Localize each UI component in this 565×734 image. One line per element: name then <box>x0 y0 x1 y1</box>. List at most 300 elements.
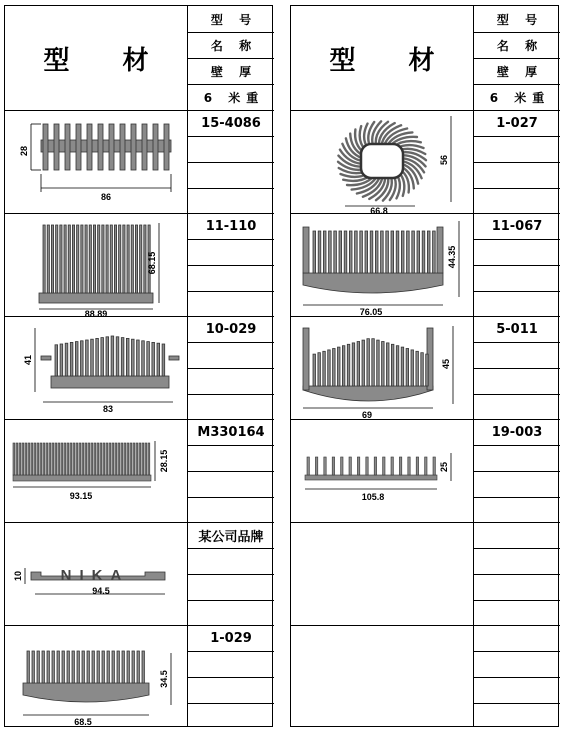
row-divider <box>187 239 274 240</box>
fin <box>357 457 359 475</box>
profile-1-027 <box>291 110 473 216</box>
fin <box>313 354 316 386</box>
fin <box>370 231 373 273</box>
section-divider <box>291 316 560 317</box>
fin <box>61 443 63 475</box>
profile-19-003 <box>291 419 473 522</box>
dim-94-5: 94.5 <box>92 586 110 596</box>
dim-34-5: 34.5 <box>159 670 169 688</box>
fin <box>43 124 48 170</box>
fin <box>391 231 394 273</box>
fin <box>115 443 117 475</box>
fin <box>124 443 126 475</box>
fin <box>43 443 45 475</box>
row-divider <box>187 136 274 137</box>
fin <box>427 231 430 273</box>
dim-28: 28 <box>19 145 29 157</box>
fin <box>127 443 129 475</box>
fin <box>52 443 54 475</box>
model-1-027: 1-027 <box>496 115 538 131</box>
fin <box>118 443 120 475</box>
fin <box>355 231 358 273</box>
fin <box>411 350 414 386</box>
row-divider <box>187 265 274 266</box>
header-row-divider <box>187 84 274 85</box>
fin <box>333 349 336 387</box>
row-divider <box>187 497 274 498</box>
fin <box>112 443 114 475</box>
row-divider <box>473 651 560 652</box>
fin <box>47 225 49 293</box>
fin <box>416 351 419 386</box>
row-divider <box>473 162 560 163</box>
fin <box>365 231 368 273</box>
fin <box>315 457 317 475</box>
fin <box>383 457 385 475</box>
fin <box>64 225 66 293</box>
dim-28-15: 28.15 <box>159 449 169 473</box>
fin <box>68 225 70 293</box>
fin <box>145 443 147 475</box>
fin <box>42 651 44 683</box>
row-divider <box>473 188 560 189</box>
fin <box>107 651 109 683</box>
fin <box>97 651 99 683</box>
fin <box>367 339 370 386</box>
model-10-029: 10-029 <box>205 321 257 337</box>
fin <box>323 231 326 273</box>
row-divider <box>187 677 274 678</box>
fin <box>25 443 27 475</box>
fin <box>100 443 102 475</box>
label-6m-weight-right: 6 米重 <box>489 90 551 105</box>
fin <box>396 346 399 386</box>
dim-45: 45 <box>441 358 451 370</box>
fin <box>372 339 375 386</box>
fin <box>82 651 84 683</box>
fin <box>121 338 124 376</box>
fin <box>40 443 42 475</box>
row-divider <box>473 291 560 292</box>
fin <box>65 343 68 376</box>
fin <box>349 457 351 475</box>
fin <box>98 124 103 170</box>
fin <box>387 343 390 386</box>
fin <box>417 231 420 273</box>
row-divider <box>187 574 274 575</box>
fin <box>341 457 343 475</box>
fin <box>37 443 39 475</box>
fin <box>22 443 24 475</box>
section-divider <box>291 213 560 214</box>
fin <box>334 231 337 273</box>
model-M330164: M330164 <box>197 424 265 440</box>
fin <box>130 443 132 475</box>
fin <box>82 443 84 475</box>
row-divider <box>473 265 560 266</box>
right-catalog-panel <box>290 5 559 727</box>
fin <box>13 443 15 475</box>
fin <box>92 651 94 683</box>
fin <box>109 443 111 475</box>
fin <box>81 341 84 376</box>
fin <box>357 342 360 387</box>
fin <box>382 342 385 387</box>
fin <box>77 225 79 293</box>
fin <box>85 443 87 475</box>
fin <box>148 443 150 475</box>
fin <box>133 443 135 475</box>
fin <box>43 225 45 293</box>
fin <box>73 443 75 475</box>
profile-5-011 <box>291 316 473 419</box>
fin <box>142 651 144 683</box>
fin <box>32 651 34 683</box>
row-divider <box>473 548 560 549</box>
section-divider <box>5 213 274 214</box>
model-19-003: 19-003 <box>491 424 543 440</box>
fin <box>88 443 90 475</box>
fin <box>318 353 321 386</box>
fin <box>318 231 321 273</box>
row-divider <box>187 703 274 704</box>
fin <box>342 346 345 386</box>
fin <box>140 225 142 293</box>
fin <box>347 344 350 386</box>
fin <box>91 339 94 376</box>
header-title-right: 型 材 <box>329 45 457 76</box>
fin <box>399 457 401 475</box>
profile-brand <box>5 522 187 625</box>
row-divider <box>187 394 274 395</box>
fin <box>153 124 158 170</box>
fin <box>344 231 347 273</box>
fin <box>144 225 146 293</box>
row-divider <box>187 471 274 472</box>
section-divider <box>5 419 274 420</box>
row-divider <box>187 188 274 189</box>
fin <box>433 457 435 475</box>
profile-11-110 <box>5 213 187 319</box>
fin <box>34 443 36 475</box>
fin <box>97 443 99 475</box>
fin <box>137 340 140 376</box>
fin <box>102 225 104 293</box>
fin <box>127 225 129 293</box>
fin <box>76 124 81 170</box>
dim-44-35: 44.35 <box>447 245 457 269</box>
fin <box>324 457 326 475</box>
dim-93-15: 93.15 <box>69 491 93 501</box>
fin <box>132 339 135 376</box>
fin <box>96 338 99 376</box>
row-divider <box>473 342 560 343</box>
fin <box>132 651 134 683</box>
label-wall-thickness: 壁 厚 <box>210 64 258 79</box>
fin <box>87 124 92 170</box>
fin <box>362 340 365 386</box>
fin <box>91 443 93 475</box>
fin <box>338 347 341 386</box>
fin <box>70 342 73 376</box>
fin <box>339 231 342 273</box>
fin <box>391 344 394 386</box>
fin <box>60 225 62 293</box>
row-divider <box>473 136 560 137</box>
fin <box>112 651 114 683</box>
fin <box>72 651 74 683</box>
fin <box>65 124 70 170</box>
fin <box>55 443 57 475</box>
section-divider <box>5 110 274 111</box>
row-divider <box>187 162 274 163</box>
dim-10: 10 <box>13 570 23 582</box>
row-divider <box>473 703 560 704</box>
fin <box>377 340 380 386</box>
column-divider <box>473 6 474 726</box>
fin <box>401 347 404 386</box>
fin <box>374 457 376 475</box>
fin <box>416 457 418 475</box>
dim-25: 25 <box>439 461 449 473</box>
header-row-divider <box>473 84 560 85</box>
dim-105-8: 105.8 <box>361 492 385 502</box>
fin <box>329 231 332 273</box>
fin <box>55 345 58 376</box>
section-divider <box>5 625 274 626</box>
model-brand: 某公司品牌 <box>198 529 264 545</box>
fin <box>67 651 69 683</box>
fin <box>70 443 72 475</box>
fin <box>60 344 63 376</box>
fin <box>381 231 384 273</box>
dim-41: 41 <box>23 354 33 366</box>
fin <box>122 651 124 683</box>
fin <box>421 353 424 386</box>
fin <box>58 443 60 475</box>
fin <box>93 225 95 293</box>
fin <box>352 343 355 386</box>
section-divider <box>5 316 274 317</box>
fin <box>136 443 138 475</box>
profile-1-029 <box>5 625 187 728</box>
fin <box>401 231 404 273</box>
fin <box>127 651 129 683</box>
label-model-right: 型 号 <box>496 12 544 27</box>
fin <box>31 443 33 475</box>
section-divider <box>5 522 274 523</box>
fin <box>47 651 49 683</box>
fin <box>106 337 109 376</box>
fin <box>19 443 21 475</box>
fin <box>106 225 108 293</box>
fin <box>111 336 114 376</box>
fin <box>396 231 399 273</box>
fin <box>121 443 123 475</box>
fin <box>391 457 393 475</box>
fin <box>425 457 427 475</box>
fin <box>116 337 119 376</box>
fin <box>307 457 309 475</box>
model-15-4086: 15-4086 <box>201 115 261 131</box>
row-divider <box>473 471 560 472</box>
fin <box>16 443 18 475</box>
fin <box>117 651 119 683</box>
fin <box>131 225 133 293</box>
fin <box>37 651 39 683</box>
row-divider <box>473 239 560 240</box>
fin <box>102 651 104 683</box>
fin <box>164 124 169 170</box>
fin <box>119 225 121 293</box>
fin <box>109 124 114 170</box>
dim-86: 86 <box>100 192 112 202</box>
profile-11-067 <box>291 213 473 316</box>
label-model: 型 号 <box>210 12 258 27</box>
fin <box>62 651 64 683</box>
section-divider <box>291 419 560 420</box>
row-divider <box>187 548 274 549</box>
section-divider <box>291 110 560 111</box>
label-wall-thickness-right: 壁 厚 <box>496 64 544 79</box>
fin <box>332 457 334 475</box>
fin <box>142 341 145 376</box>
header-title: 型 材 <box>43 45 171 76</box>
fin <box>375 231 378 273</box>
dim-88-89: 88.89 <box>84 309 108 319</box>
fin <box>162 344 165 376</box>
dim-56: 56 <box>439 154 449 166</box>
label-6m-weight: 6 米重 <box>203 90 265 105</box>
row-divider <box>187 368 274 369</box>
dim-83: 83 <box>102 404 114 414</box>
dim-68-15: 68.15 <box>147 251 157 275</box>
row-divider <box>473 394 560 395</box>
dim-66-8: 66.8 <box>370 206 388 216</box>
dim-68-5: 68.5 <box>74 717 92 727</box>
fin <box>426 354 429 386</box>
row-divider <box>187 651 274 652</box>
fin <box>76 443 78 475</box>
fin <box>139 443 141 475</box>
row-divider <box>473 497 560 498</box>
fin <box>366 457 368 475</box>
fin <box>123 225 125 293</box>
fin <box>323 351 326 386</box>
label-name: 名 称 <box>210 38 258 53</box>
fin <box>28 443 30 475</box>
fin <box>101 338 104 376</box>
profile-15-4086 <box>5 110 187 213</box>
fin <box>79 443 81 475</box>
fin <box>52 651 54 683</box>
fin <box>412 231 415 273</box>
fin <box>94 443 96 475</box>
fin <box>85 225 87 293</box>
row-divider <box>187 291 274 292</box>
fin <box>77 651 79 683</box>
fin <box>360 231 363 273</box>
fin <box>75 342 78 376</box>
fin <box>81 225 83 293</box>
row-divider <box>473 600 560 601</box>
fin <box>51 225 53 293</box>
fin <box>157 343 160 376</box>
fin <box>56 225 58 293</box>
fin <box>407 231 410 273</box>
fin <box>103 443 105 475</box>
fin <box>54 124 59 170</box>
model-5-011: 5-011 <box>496 321 538 337</box>
fin <box>433 231 436 273</box>
fin <box>328 350 331 386</box>
section-divider <box>291 625 560 626</box>
column-divider <box>187 6 188 726</box>
fin <box>57 651 59 683</box>
dim-76-05: 76.05 <box>359 307 383 317</box>
fin <box>126 338 129 376</box>
row-divider <box>473 445 560 446</box>
fin <box>98 225 100 293</box>
fin <box>131 124 136 170</box>
fin <box>386 231 389 273</box>
model-11-067: 11-067 <box>491 218 543 234</box>
fin <box>142 124 147 170</box>
fin <box>406 349 409 387</box>
fin <box>72 225 74 293</box>
label-name-right: 名 称 <box>496 38 544 53</box>
row-divider <box>187 342 274 343</box>
row-divider <box>473 574 560 575</box>
fin <box>27 651 29 683</box>
fin <box>120 124 125 170</box>
fin <box>49 443 51 475</box>
row-divider <box>473 677 560 678</box>
profile-10-029 <box>5 316 187 419</box>
fin <box>87 651 89 683</box>
fin <box>137 651 139 683</box>
row-divider <box>187 445 274 446</box>
model-11-110: 11-110 <box>205 218 257 234</box>
fin <box>152 342 155 376</box>
fin <box>67 443 69 475</box>
fin <box>114 225 116 293</box>
fin <box>147 342 150 376</box>
fin <box>86 340 89 376</box>
profile-brand-lettering: NIKA <box>60 567 130 584</box>
dim-69: 69 <box>361 410 373 420</box>
fin <box>408 457 410 475</box>
fin <box>46 443 48 475</box>
section-divider <box>291 522 560 523</box>
model-1-029: 1-029 <box>210 630 252 646</box>
profile-M330164 <box>5 419 187 522</box>
header-row-divider <box>187 32 274 33</box>
fin <box>110 225 112 293</box>
fin <box>313 231 316 273</box>
fin <box>106 443 108 475</box>
header-row-divider <box>473 32 560 33</box>
left-catalog-panel <box>4 5 273 727</box>
header-row-divider <box>473 58 560 59</box>
fin <box>89 225 91 293</box>
header-row-divider <box>187 58 274 59</box>
fin <box>422 231 425 273</box>
fin <box>349 231 352 273</box>
fin <box>142 443 144 475</box>
row-divider <box>473 368 560 369</box>
fin <box>135 225 137 293</box>
